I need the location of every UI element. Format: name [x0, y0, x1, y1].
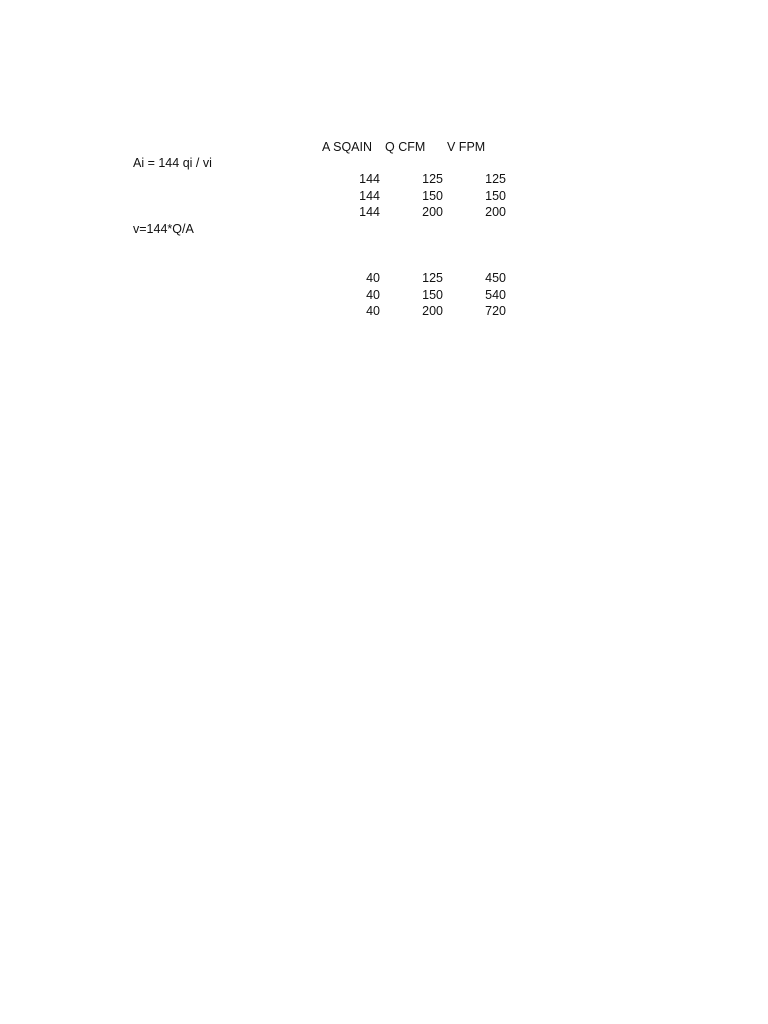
header-a-sqain: A SQAIN — [322, 140, 373, 154]
t2-r3-v: 720 — [485, 304, 506, 318]
formula-velocity: v=144*Q/A — [133, 222, 194, 236]
t1-r3-q: 200 — [422, 205, 443, 219]
t1-r2-q: 150 — [422, 189, 443, 203]
header-q-cfm: Q CFM — [385, 140, 426, 154]
t1-r2-v: 150 — [485, 189, 506, 203]
t2-r3-a: 40 — [366, 304, 380, 318]
t2-r2-a: 40 — [366, 288, 380, 302]
t1-r3-v: 200 — [485, 205, 506, 219]
t1-r3-a: 144 — [359, 205, 380, 219]
t2-r1-q: 125 — [422, 271, 443, 285]
t1-r1-v: 125 — [485, 172, 506, 186]
header-v-fpm: V FPM — [447, 140, 486, 154]
formula-area: Ai = 144 qi / vi — [133, 156, 212, 170]
t1-r2-a: 144 — [359, 189, 380, 203]
t2-r2-q: 150 — [422, 288, 443, 302]
t1-r1-a: 144 — [359, 172, 380, 186]
t2-r1-a: 40 — [366, 271, 380, 285]
t1-r1-q: 125 — [422, 172, 443, 186]
t2-r1-v: 450 — [485, 271, 506, 285]
t2-r2-v: 540 — [485, 288, 506, 302]
t2-r3-q: 200 — [422, 304, 443, 318]
